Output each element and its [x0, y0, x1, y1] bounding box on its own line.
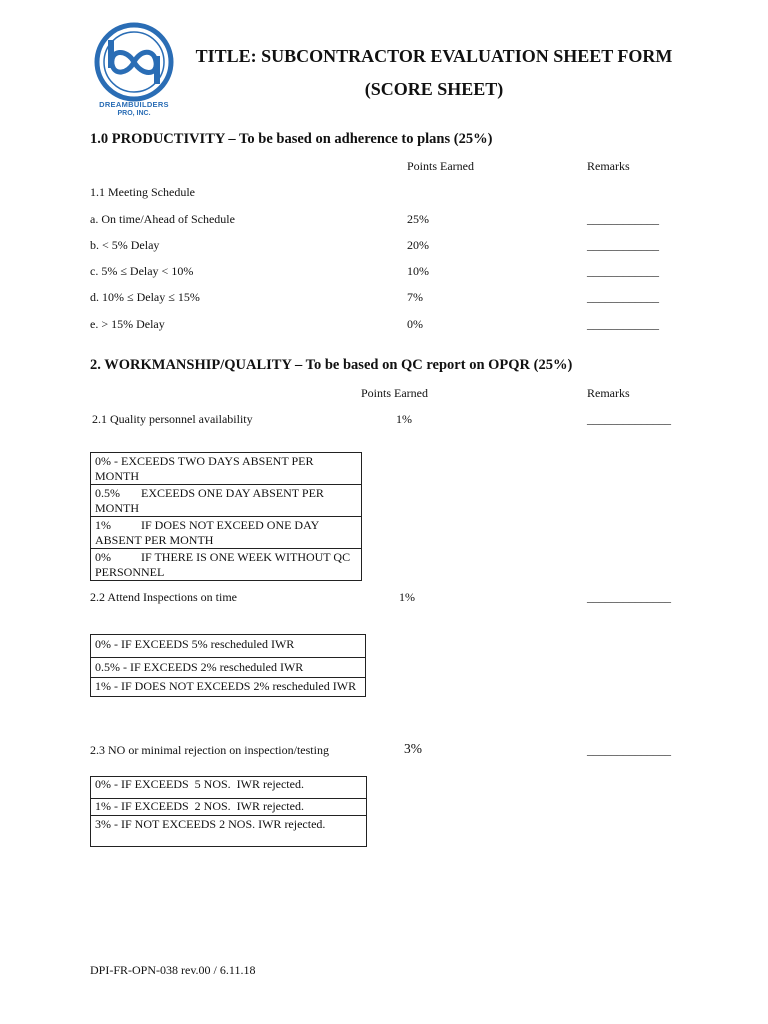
criteria-cell: 0% IF THERE IS ONE WEEK WITHOUT QC PERSONNEL [91, 549, 362, 581]
schedule-row-remarks[interactable]: ____________ [587, 290, 659, 304]
criteria-cell: 0% - IF EXCEEDS 5 NOS. IWR rejected. [91, 777, 367, 799]
table-row [91, 517, 362, 549]
section1-heading: 1.0 PRODUCTIVITY – To be based on adherence to plans (25%) [90, 131, 493, 147]
section1-points-header: Points Earned [407, 159, 474, 173]
schedule-row-remarks[interactable]: ____________ [587, 317, 659, 331]
form-title: TITLE: SUBCONTRACTOR EVALUATION SHEET FORM [195, 46, 673, 66]
criteria-cell: 1% - IF DOES NOT EXCEEDS 2% rescheduled IWR [91, 678, 366, 697]
schedule-row-label: e. > 15% Delay [90, 317, 165, 331]
quality-item-remarks[interactable]: ______________ [587, 412, 671, 426]
logo-company-suffix: PRO, INC. [117, 110, 151, 117]
schedule-row-label: b. < 5% Delay [90, 238, 160, 252]
schedule-row-label: a. On time/Ahead of Schedule [90, 212, 235, 226]
quality-item-remarks[interactable]: ______________ [587, 590, 671, 604]
schedule-row-points: 10% [407, 264, 429, 278]
section1-subheading: 1.1 Meeting Schedule [90, 185, 195, 199]
table-row [91, 798, 367, 816]
schedule-row-points: 20% [407, 238, 429, 252]
logo-company-name: DREAMBUILDERS [99, 100, 169, 109]
table-row [91, 549, 362, 581]
criteria-cell: 1% IF DOES NOT EXCEED ONE DAY ABSENT PER MONTH [91, 517, 362, 549]
quality-item-points: 1% [396, 412, 412, 426]
quality-item-label: 2.1 Quality personnel availability [92, 412, 253, 426]
quality-item-remarks[interactable]: ______________ [587, 743, 671, 757]
section1-remarks-header: Remarks [587, 159, 630, 173]
criteria-cell: 0.5% EXCEEDS ONE DAY ABSENT PER MONTH [91, 485, 362, 517]
criteria-cell: 1% - IF EXCEEDS 2 NOS. IWR rejected. [91, 798, 367, 816]
criteria-table-personnel [90, 452, 362, 581]
criteria-cell: 0% - EXCEEDS TWO DAYS ABSENT PER MONTH [91, 453, 362, 485]
schedule-row-label: d. 10% ≤ Delay ≤ 15% [90, 290, 200, 304]
table-row [91, 777, 367, 799]
form-subtitle: (SCORE SHEET) [364, 79, 504, 99]
schedule-row-points: 0% [407, 317, 423, 331]
document-code: DPI-FR-OPN-038 rev.00 / 6.11.18 [90, 963, 256, 977]
section2-remarks-header: Remarks [587, 386, 630, 400]
section2-heading: 2. WORKMANSHIP/QUALITY – To be based on QC report on OPQR (25%) [90, 357, 573, 373]
table-row [91, 453, 362, 485]
schedule-row-points: 25% [407, 212, 429, 226]
table-row [91, 678, 366, 697]
criteria-table-inspections [90, 634, 366, 697]
schedule-row-points: 7% [407, 290, 423, 304]
schedule-row-remarks[interactable]: ____________ [587, 264, 659, 278]
table-row [91, 657, 366, 678]
criteria-table-rejections [90, 776, 367, 847]
schedule-row-label: c. 5% ≤ Delay < 10% [90, 264, 194, 278]
schedule-row-remarks[interactable]: ____________ [587, 212, 659, 226]
criteria-cell: 0.5% - IF EXCEEDS 2% rescheduled IWR [91, 657, 366, 678]
quality-item-label: 2.2 Attend Inspections on time [90, 590, 237, 604]
section2-points-header: Points Earned [361, 386, 428, 400]
criteria-cell: 3% - IF NOT EXCEEDS 2 NOS. IWR rejected. [91, 816, 367, 847]
criteria-cell: 0% - IF EXCEEDS 5% rescheduled IWR [91, 635, 366, 658]
schedule-row-remarks[interactable]: ____________ [587, 238, 659, 252]
quality-item-points: 1% [399, 590, 415, 604]
table-row [91, 816, 367, 847]
table-row [91, 635, 366, 658]
quality-item-label: 2.3 NO or minimal rejection on inspection/testing [90, 743, 329, 757]
table-row [91, 485, 362, 517]
quality-item-points: 3% [404, 741, 422, 756]
